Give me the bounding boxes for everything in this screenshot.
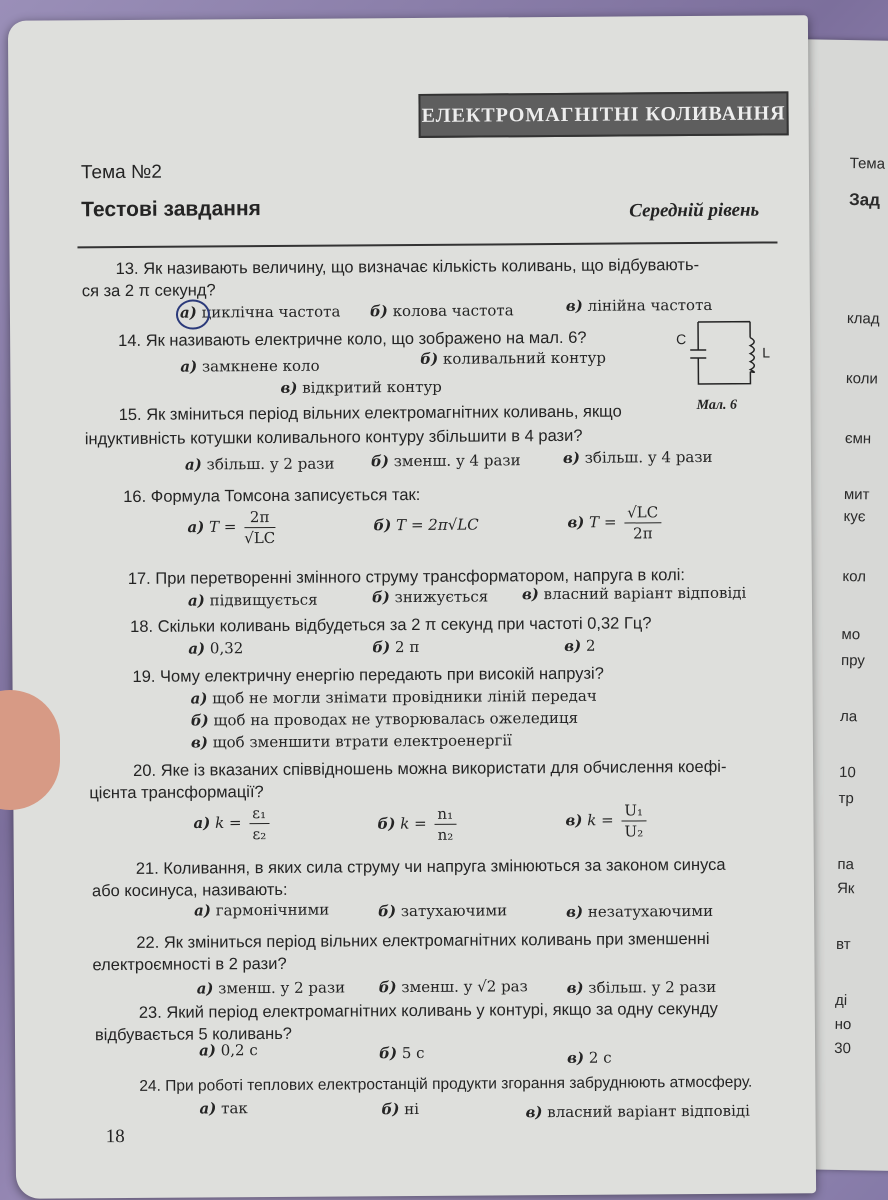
answer-16a: а) T = $\frac{2\pi}{√LC}$ <box>187 507 276 548</box>
answer-15a: а) збільш. у 2 рази <box>184 454 335 474</box>
question-19: 19. Чому електричну енергію передають при високій напрузі? <box>132 664 604 686</box>
question-23-cont: відбувається 5 коливань? <box>94 1024 293 1045</box>
answer-19a: а) щоб не могли знімати провідники ліній передач <box>190 686 597 708</box>
answer-21c: в) незатухаючими <box>566 901 714 921</box>
next-page-word: коли <box>845 369 878 388</box>
answer-15c: в) збільш. у 4 рази <box>562 447 713 467</box>
next-page-word: 30 <box>834 1039 852 1058</box>
answer-23b: б) 5 с <box>379 1043 425 1063</box>
lc-circuit-diagram <box>670 313 781 394</box>
answer-14a: а) замкнене коло <box>180 356 320 376</box>
answer-17c: в) власний варіант відповіді <box>521 583 747 604</box>
answer-19b: б) щоб на проводах не утворювалась ожеледиця <box>190 708 579 730</box>
answer-22b: б) зменш. у √2 раз <box>378 977 528 997</box>
question-23: 23. Який період електромагнітних коливань у контурі, якщо за одну секунду <box>138 999 718 1022</box>
next-page-word: Як <box>836 879 855 898</box>
answer-19c: в) щоб зменшити втрати електроенергії <box>190 731 512 752</box>
formula-fraction: $\frac{√LC}{2\pi}$ <box>624 502 661 543</box>
answer-13a: а) циклічна частота <box>179 302 341 322</box>
answer-14b: б) коливальний контур <box>420 348 606 368</box>
chapter-banner: ЕЛЕКТРОМАГНІТНІ КОЛИВАННЯ <box>418 91 788 138</box>
next-page-word: па <box>837 855 855 874</box>
answer-22c: в) збільш. у 2 рази <box>566 977 717 997</box>
capacitor-label: C <box>676 331 687 348</box>
figure-caption: Мал. 6 <box>696 397 738 414</box>
answer-24b: б) ні <box>381 1099 420 1119</box>
question-20: 20. Яке із вказаних співвідношень можна використати для обчислення коефі- <box>133 757 727 780</box>
next-page-word: мит <box>843 485 870 504</box>
answer-23c: в) 2 с <box>567 1048 612 1067</box>
next-page-word: но <box>834 1015 852 1034</box>
formula-fraction: $\frac{\text{U₁}}{\text{U₂}}$ <box>621 800 646 841</box>
answer-23a: а) 0,2 с <box>199 1041 258 1060</box>
answer-17b: б) знижується <box>371 587 489 607</box>
formula-fraction: $\frac{\text{ε₁}}{\text{ε₂}}$ <box>249 803 269 844</box>
question-13: 13. Як називають величину, що визначає кількість коливань, що відбувають- <box>115 255 700 279</box>
next-page-word: вт <box>835 935 851 954</box>
formula-fraction: $\frac{2\pi}{√LC}$ <box>244 507 276 548</box>
page-number: 18 <box>105 1126 125 1148</box>
book-page <box>8 15 816 1199</box>
next-page-word: кує <box>843 507 866 526</box>
answer-20b: б) k = $\frac{\text{n₁}}{\text{n₂}}$ <box>377 804 459 846</box>
section-title: Тестові завдання <box>81 197 261 222</box>
next-page-word: клад <box>846 309 880 328</box>
header-rule <box>77 241 777 248</box>
answer-16c: в) T = $\frac{√LC}{2\pi}$ <box>567 502 664 544</box>
answer-18b: б) 2 π <box>372 637 420 657</box>
question-21-cont: або косинуса, називають: <box>91 880 288 901</box>
difficulty-level: Середній рівень <box>629 199 760 222</box>
question-22-cont: електроємності в 2 рази? <box>92 954 287 975</box>
next-page-word: Тема <box>849 155 886 173</box>
answer-13b: б) колова частота <box>369 301 514 321</box>
question-15: 15. Як зміниться період вільних електромагнітних коливань, якщо <box>118 402 622 425</box>
answer-20c: в) k = $\frac{\text{U₁}}{\text{U₂}}$ <box>565 800 649 842</box>
answer-14c: в) відкритий контур <box>280 377 442 397</box>
answer-24a: а) так <box>199 1099 248 1118</box>
next-page-word: мо <box>841 625 861 644</box>
question-16: 16. Формула Томсона записується так: <box>123 485 421 507</box>
question-21: 21. Коливання, в яких сила струму чи напруга змінюються за законом синуса <box>135 855 726 878</box>
topic-label: Тема №2 <box>80 161 163 184</box>
answer-22a: а) зменш. у 2 рази <box>196 978 346 998</box>
answer-21b: б) затухаючими <box>378 901 508 921</box>
question-24: 24. При роботі теплових електростанцій продукти згорання забруднюють атмосферу. <box>139 1073 753 1095</box>
answer-18c: в) 2 <box>564 636 596 655</box>
inductor-label: L <box>762 344 771 361</box>
formula-fraction: $\frac{\text{n₁}}{\text{n₂}}$ <box>434 804 456 845</box>
question-22: 22. Як зміниться період вільних електромагнітних коливань при зменшенні <box>136 929 710 952</box>
next-page-word: тр <box>838 789 854 808</box>
answer-21a: а) гармонічними <box>194 900 330 920</box>
answer-17a: а) підвищується <box>187 590 318 610</box>
answer-13c: в) лінійна частота <box>565 295 713 315</box>
answer-24c: в) власний варіант відповіді <box>525 1101 750 1122</box>
answer-15b: б) зменш. у 4 рази <box>370 451 521 471</box>
question-18: 18. Скільки коливань відбудеться за 2 π секунд при частоті 0,32 Гц? <box>130 614 652 636</box>
answer-16b: б) T = 2π√LC <box>373 515 479 535</box>
question-17: 17. При перетворенні змінного струму трансформатором, напруга в колі: <box>127 566 685 588</box>
answer-20a: а) k = $\frac{\text{ε₁}}{\text{ε₂}}$ <box>193 803 272 845</box>
next-page-word: Зад <box>848 190 881 210</box>
question-15-cont: індуктивність котушки коливального контуру збільшити в 4 рази? <box>84 426 583 449</box>
answer-18a: а) 0,32 <box>188 639 244 658</box>
next-page-word: ла <box>839 707 858 726</box>
next-page-word: пру <box>840 651 865 670</box>
next-page-word: ємн <box>844 429 872 448</box>
question-13-cont: ся за 2 π секунд? <box>81 281 216 301</box>
next-page-word: ді <box>834 991 848 1010</box>
next-page-word: 10 <box>838 763 856 782</box>
question-20-cont: цієнта трансформації? <box>89 783 264 803</box>
next-page-word: кол <box>842 567 867 586</box>
question-14: 14. Як називають електричне коло, що зображено на мал. 6? <box>118 328 587 351</box>
answer-circle-mark <box>176 299 210 329</box>
